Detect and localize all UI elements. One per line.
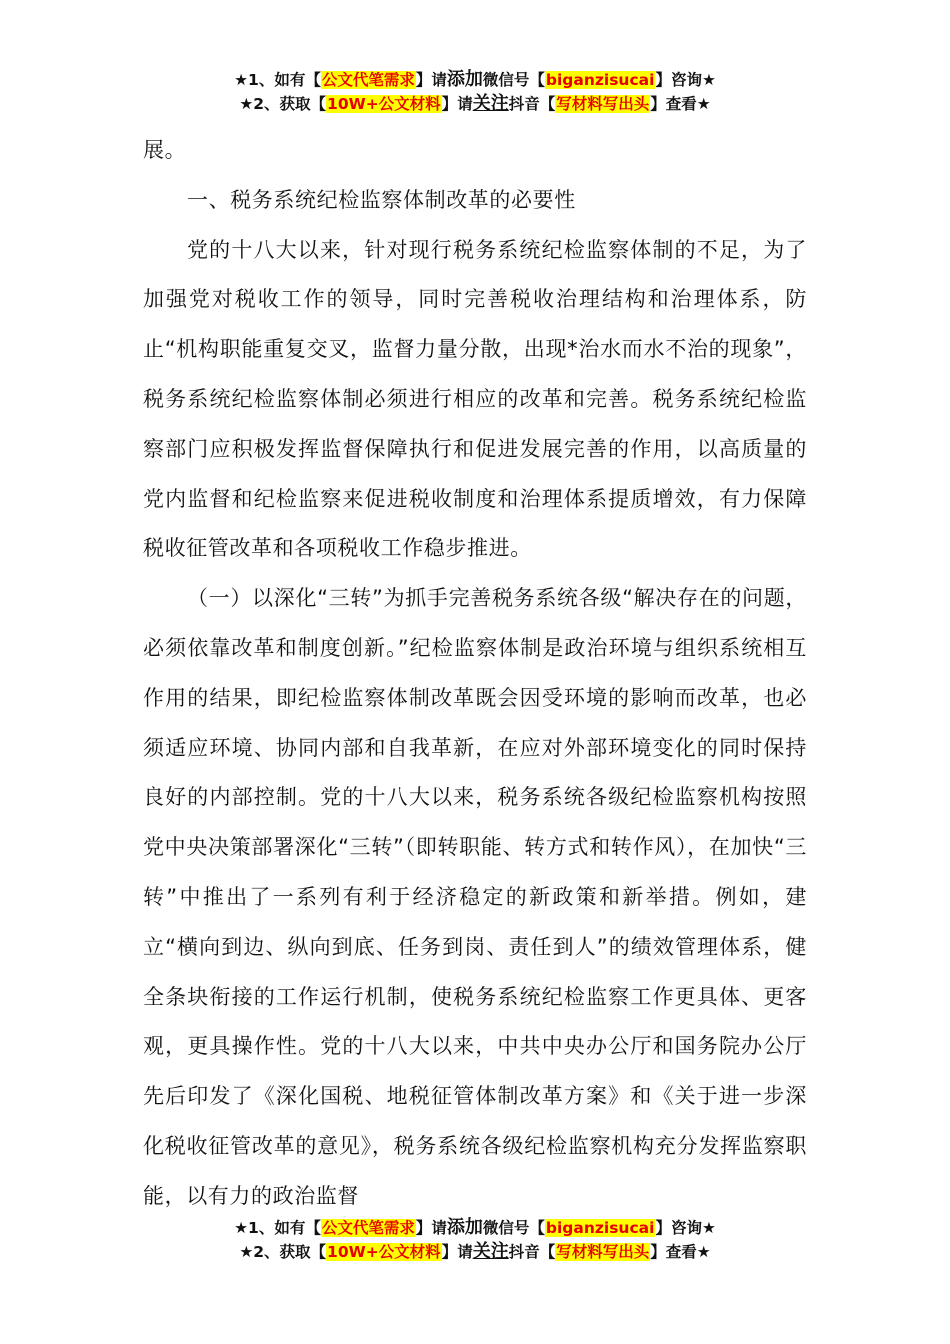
banner-line-2-highlight-2: 写材料写出头	[556, 95, 650, 113]
banner-line-1-emphasis: 添加	[446, 69, 483, 90]
banner-line-2-prefix: ★2、获取【	[239, 95, 327, 113]
header-banner	[0, 68, 950, 116]
footer-line-1-emphasis: 添加	[446, 1217, 483, 1238]
paragraph: （一）以深化“三转”为抓手完善税务系统各级“解决存在的问题，必须依靠改革和制度创新。”纪检监察体制是政治环境与组织系统相互作用的结果，即纪检监察体制改革既会因受环境的影响而改革，也必须适应环境、协同内部和自我革新，在应对外部环境变化的同时保持良好的内部控制。党的十八大以来，税务系统各级纪检监察机构按照党中央决策部署深化“三转”（即转职能、转方式和转作风），在加快“三转”中推出了一系列有利于经济稳定的新政策和新举措。例如，建立“横向到边、纵向到底、任务到岗、责任到人”的绩效管理体系，健全条块衔接的工作运行机制，使税务系统纪检监察工作更具体、更客观，更具操作性。党的十八大以来，中共中央办公厅和国务院办公厅先后印发了《深化国税、地税征管体制改革方案》和《关于进一步深化税收征管改革的意见》，税务系统各级纪检监察机构充分发挥监察职能，以有力的政治监督	[143, 586, 807, 1208]
footer-line-2-middle-2: 抖音【	[508, 1243, 556, 1261]
banner-line-2-highlight-1: 10W+公文材料	[327, 95, 441, 113]
footer-line-1-highlight-1: 公文代笔需求	[321, 1219, 415, 1237]
footer-line-1	[0, 1216, 950, 1240]
footer-banner	[0, 1216, 950, 1264]
banner-line-1-middle-2: 微信号【	[482, 71, 545, 89]
footer-line-1-middle-1: 】请	[415, 1219, 447, 1237]
banner-line-1-highlight-1: 公文代笔需求	[321, 71, 415, 89]
banner-line-2-middle-1: 】请	[441, 95, 473, 113]
footer-line-2	[0, 1240, 950, 1264]
footer-line-2-suffix: 】查看★	[650, 1243, 711, 1261]
paragraph: 党的十八大以来，针对现行税务系统纪检监察体制的不足，为了加强党对税收工作的领导，同时完善税收治理结构和治理体系，防止“机构职能重复交叉，监督力量分散，出现*治水而水不治的现象”，税务系统纪检监察体制必须进行相应的改革和完善。税务系统纪检监察部门应积极发挥监督保障执行和促进发展完善的作用，以高质量的党内监督和纪检监察来促进税收制度和治理体系提质增效，有力保障税收征管改革和各项税收工作稳步推进。	[143, 237, 807, 561]
footer-line-1-suffix: 】咨询★	[655, 1219, 716, 1237]
footer-line-2-highlight-1: 10W+公文材料	[327, 1243, 441, 1261]
banner-line-2-emphasis: 关注	[472, 93, 509, 114]
banner-line-1-middle-1: 】请	[415, 71, 447, 89]
banner-line-1-prefix: ★1、如有【	[234, 71, 321, 89]
footer-line-2-highlight-2: 写材料写出头	[556, 1243, 650, 1261]
banner-line-1-suffix: 】咨询★	[655, 71, 716, 89]
paragraph-continuation: 展。	[143, 138, 187, 162]
section-heading: 一、税务系统纪检监察体制改革的必要性	[187, 187, 576, 212]
banner-line-1	[0, 68, 950, 92]
footer-line-1-prefix: ★1、如有【	[234, 1219, 321, 1237]
document-body	[143, 126, 807, 1222]
footer-line-2-prefix: ★2、获取【	[239, 1243, 327, 1261]
banner-line-1-highlight-2: biganzisucai	[545, 71, 655, 89]
footer-line-1-middle-2: 微信号【	[482, 1219, 545, 1237]
banner-line-2-middle-2: 抖音【	[508, 95, 556, 113]
footer-line-1-highlight-2: biganzisucai	[545, 1219, 655, 1237]
banner-line-2	[0, 92, 950, 116]
banner-line-2-suffix: 】查看★	[650, 95, 711, 113]
footer-line-2-middle-1: 】请	[441, 1243, 473, 1261]
footer-line-2-emphasis: 关注	[472, 1241, 509, 1262]
